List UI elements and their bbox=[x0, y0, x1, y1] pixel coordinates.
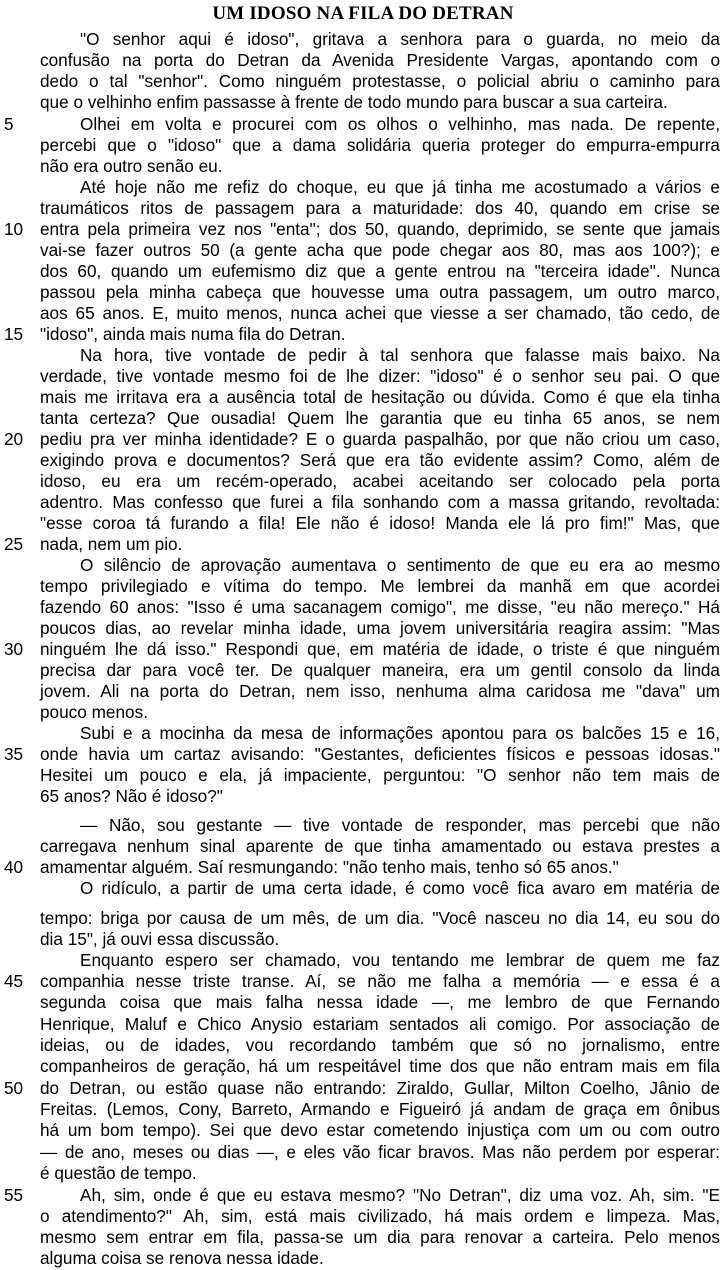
text-line: "O senhor aqui é idoso", gritava a senhora para o guarda, no meio da bbox=[80, 29, 720, 49]
text-line: "idoso", ainda mais numa fila do Detran. bbox=[40, 324, 346, 344]
text-line: o atendimento?" Ah, sim, está mais civilizado, há mais ordem e limpeza. Mas, bbox=[40, 1206, 720, 1226]
line-number: 35 bbox=[4, 744, 24, 764]
text-line: tempo privilegiado e vítima do tempo. Me lembrei da manhã em que acordei bbox=[40, 576, 720, 596]
text-line: amamentar alguém. Saí resmungando: "não tenho mais, tenho só 65 anos." bbox=[40, 857, 619, 877]
text-line: idoso, eu era um recém-operado, acabei aceitando ser colocado pela porta bbox=[40, 471, 720, 491]
text-line: adentro. Mas confesso que furei a fila sonhando com a massa gritando, revoltada: bbox=[40, 492, 720, 512]
text-line: Subi e a mocinha da mesa de informações apontou para os balcões 15 e 16, bbox=[80, 723, 720, 743]
text-line: verdade, tive vontade mesmo foi de lhe dizer: "idoso" é o senhor seu pai. O que bbox=[40, 366, 720, 386]
text-line: passou pela minha cabeça que houvesse uma outra passagem, um outro marco, bbox=[40, 282, 720, 302]
text-line: "esse coroa tá furando a fila! Ele não é idoso! Manda ele lá pro fim!" Mas, que bbox=[40, 513, 720, 533]
text-line: poucos dias, ao revelar minha idade, uma jovem universitária reagira assim: "Mas bbox=[40, 618, 720, 638]
text-line: não era outro senão eu. bbox=[40, 156, 223, 176]
text-line: confusão na porta do Detran da Avenida Presidente Vargas, apontando com o bbox=[40, 50, 720, 70]
text-line: dos 60, quando um eufemismo diz que a gente entrou na "terceira idade". Nunca bbox=[40, 261, 720, 281]
line-number: 10 bbox=[4, 219, 24, 239]
text-line: companheiros de geração, há um respeitável time dos que não entram mais em fila bbox=[40, 1056, 720, 1076]
text-line: é questão de tempo. bbox=[40, 1163, 197, 1183]
text-line: Ah, sim, onde é que eu estava mesmo? "No Detran", diz uma voz. Ah, sim. "E bbox=[80, 1185, 720, 1205]
text-line: 65 anos? Não é idoso?" bbox=[40, 786, 223, 806]
text-line: pouco menos. bbox=[40, 702, 148, 722]
text-line: onde havia um cartaz avisando: "Gestantes, deficientes físicos e pessoas idosas." bbox=[40, 744, 720, 764]
text-line: fazendo 60 anos: "Isso é uma sacanagem comigo", me disse, "eu não mereço." Há bbox=[40, 597, 720, 617]
text-line: mesmo sem entrar em fila, passa-se um dia para renovar a carteira. Pelo menos bbox=[40, 1227, 720, 1247]
text-line: alguma coisa se renova nessa idade. bbox=[40, 1248, 324, 1268]
text-line: pediu pra ver minha identidade? E o guarda paspalhão, por que não criou um caso, bbox=[40, 429, 720, 449]
line-number: 20 bbox=[4, 429, 24, 449]
text-line: nada, nem um pio. bbox=[40, 534, 183, 554]
line-number: 25 bbox=[4, 534, 24, 554]
text-line: Enquanto espero ser chamado, vou tentando me lembrar de quem me faz bbox=[80, 950, 720, 970]
text-line: tanta certeza? Que ousadia! Quem lhe garantia que eu tinha 65 anos, se nem bbox=[40, 408, 720, 428]
text-line: Até hoje não me refiz do choque, eu que já tinha me acostumado a vários e bbox=[80, 177, 720, 197]
text-line: carregava nenhum sinal aparente de que tinha amamentado ou estava prestes a bbox=[40, 836, 720, 856]
line-number: 15 bbox=[4, 324, 24, 344]
document-title: UM IDOSO NA FILA DO DETRAN bbox=[212, 3, 514, 24]
line-number: 55 bbox=[4, 1185, 24, 1205]
line-number: 30 bbox=[4, 639, 24, 659]
text-line: segunda coisa que mais falha nessa idade —, me lembro de que Fernando bbox=[40, 992, 720, 1012]
text-line: do Detran, ou estão quase não entrando: Ziraldo, Gullar, Milton Coelho, Jânio de bbox=[40, 1078, 720, 1098]
text-line: ideias, ou de idades, vou recordando também que só no jornalismo, entre bbox=[40, 1035, 720, 1055]
text-line: O silêncio de aprovação aumentava o sentimento de que eu era ao mesmo bbox=[80, 555, 720, 575]
line-number: 45 bbox=[4, 971, 24, 991]
text-line: precisa dar para você ter. De qualquer maneira, era um gentil consolo da linda bbox=[40, 660, 720, 680]
text-line: companhia nesse triste transe. Aí, se não me falha a memória — e essa é a bbox=[40, 971, 720, 991]
text-line: mais me irritava era a ausência total de hesitação ou dúvida. Como é que ela tinha bbox=[40, 387, 720, 407]
text-line: dedo o tal "senhor". Como ninguém protestasse, o policial abriu o caminho para bbox=[40, 71, 720, 91]
text-line: Olhei em volta e procurei com os olhos o velhinho, mas nada. De repente, bbox=[80, 114, 720, 134]
text-line: jovem. Ali na porta do Detran, nem isso, nenhuma alma caridosa me "dava" um bbox=[40, 681, 720, 701]
text-line: percebi que o "idoso" que a dama solidária queria proteger do empurra-empurra bbox=[40, 135, 720, 155]
text-line: Henrique, Maluf e Chico Anysio estariam sentados ali comigo. Por associação de bbox=[40, 1014, 720, 1034]
text-line: O ridículo, a partir de uma certa idade, é como você fica avaro em matéria de bbox=[80, 878, 720, 898]
text-line: há um bom tempo). Sei que devo estar cometendo injustiça com um ou com outro bbox=[40, 1120, 720, 1140]
text-line: entra pela primeira vez nos "enta"; dos 50, quando, deprimido, se sente que jamais bbox=[40, 219, 720, 239]
line-number: 5 bbox=[4, 114, 14, 134]
text-line: traumáticos ritos de passagem para a maturidade: dos 40, quando em crise se bbox=[40, 198, 720, 218]
text-line: que o velhinho enfim passasse à frente de todo mundo para buscar a sua carteira. bbox=[40, 92, 668, 112]
text-line: Na hora, tive vontade de pedir à tal senhora que falasse mais baixo. Na bbox=[80, 345, 720, 365]
line-number: 40 bbox=[4, 857, 24, 877]
text-line: exigindo prova e documentos? Será que era tão evidente assim? Como, além de bbox=[40, 450, 720, 470]
text-line: dia 15", já ouvi essa discussão. bbox=[40, 929, 280, 949]
text-line: tempo: briga por causa de um mês, de um dia. "Você nasceu no dia 14, eu sou do bbox=[40, 908, 720, 928]
text-line: Freitas. (Lemos, Cony, Barreto, Armando e Figueiró já andam de graça em ônibus bbox=[40, 1099, 720, 1119]
text-line: ninguém lhe dá isso." Respondi que, em matéria de idade, o triste é que ninguém bbox=[40, 639, 720, 659]
text-line: aos 65 anos. E, muito menos, nunca achei que viesse a ser chamado, tão cedo, de bbox=[40, 303, 720, 323]
text-line: vai-se fazer outros 50 (a gente acha que pode chegar aos 80, mas aos 100?); e bbox=[40, 240, 720, 260]
text-line: — Não, sou gestante — tive vontade de responder, mas percebi que não bbox=[80, 815, 720, 835]
text-line: Hesitei um pouco e ela, já impaciente, perguntou: "O senhor não tem mais de bbox=[40, 765, 720, 785]
text-line: — de ano, meses ou dias —, e eles vão ficar bravos. Mas não perdem por esperar: bbox=[40, 1142, 720, 1162]
line-number: 50 bbox=[4, 1078, 24, 1098]
